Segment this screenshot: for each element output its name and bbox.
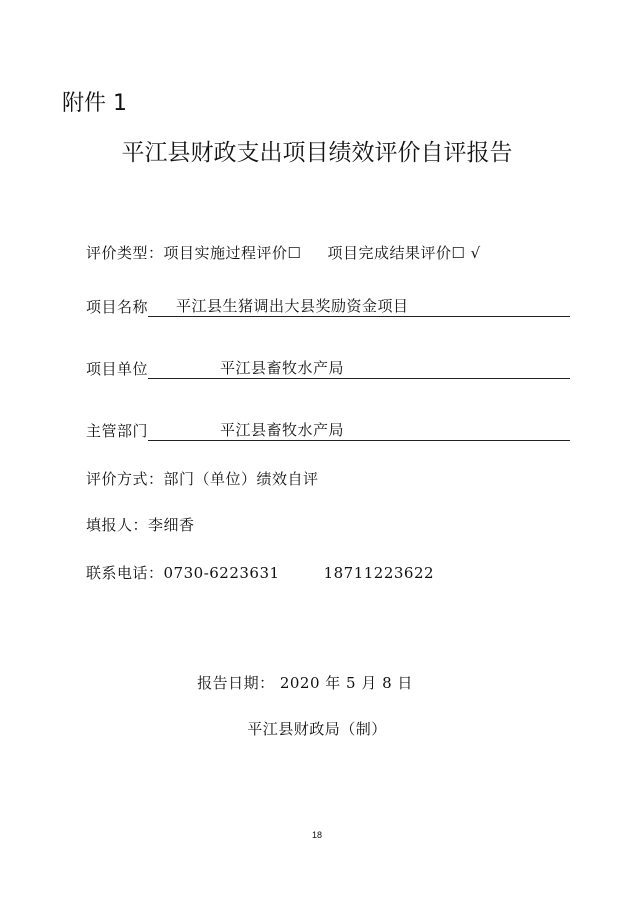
eval-type-option-process: 项目实施过程评价☐ <box>163 244 302 262</box>
project-unit-row <box>86 358 570 379</box>
eval-type-line <box>86 242 481 263</box>
project-unit-label: 项目单位 <box>86 360 149 378</box>
report-date: 报告日期： 2020 年 5 月 8 日 <box>197 674 413 692</box>
project-name-row <box>86 296 570 317</box>
eval-method: 评价方式：部门（单位）绩效自评 <box>86 470 319 488</box>
reporter: 填报人：李细香 <box>86 516 195 534</box>
project-name-value: 平江县生猪调出大县奖励资金项目 <box>148 296 570 317</box>
contact-phone-1: 0730-6223631 <box>163 564 280 582</box>
managing-dept-label: 主管部门 <box>86 422 149 440</box>
contact-label: 联系电话： <box>86 564 164 582</box>
issuer: 平江县财政局（制） <box>247 720 387 738</box>
managing-dept-value: 平江县畜牧水产局 <box>148 420 570 441</box>
contact-phone-2: 18711223622 <box>323 564 435 582</box>
contact-line <box>86 562 434 583</box>
project-name-label: 项目名称 <box>86 298 149 316</box>
page-number: 18 <box>311 830 322 840</box>
managing-dept-row <box>86 420 570 441</box>
document-title: 平江县财政支出项目绩效评价自评报告 <box>121 140 513 166</box>
project-unit-value: 平江县畜牧水产局 <box>148 358 570 379</box>
eval-type-option-result: 项目完成结果评价☐ √ <box>327 244 481 262</box>
attachment-label: 附件 1 <box>62 91 127 116</box>
eval-type-label: 评价类型： <box>86 244 164 262</box>
